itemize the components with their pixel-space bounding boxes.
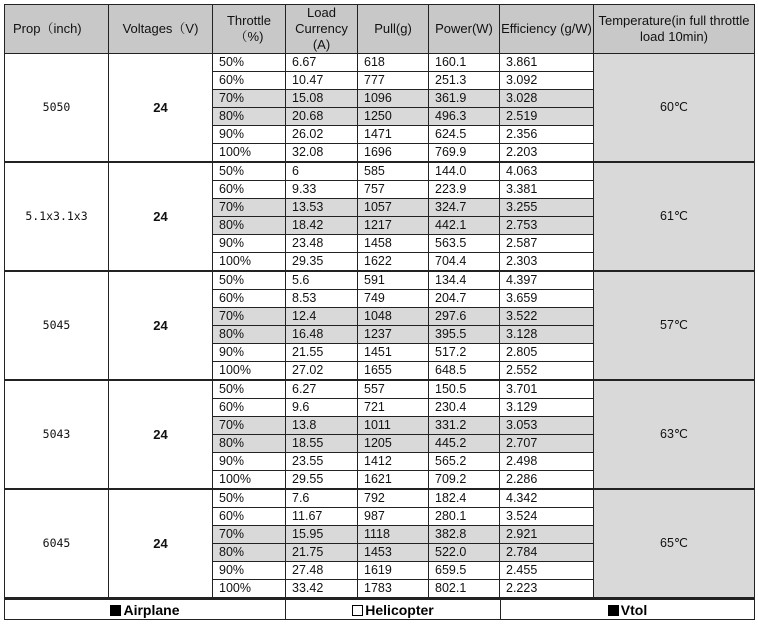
prop-cell: 5050 xyxy=(5,54,109,163)
temperature-cell: 60℃ xyxy=(594,54,755,163)
pull-cell: 1205 xyxy=(358,435,429,453)
throttle-cell: 80% xyxy=(213,326,286,344)
current-cell: 5.6 xyxy=(286,271,358,290)
efficiency-cell: 2.707 xyxy=(500,435,594,453)
current-cell: 15.08 xyxy=(286,90,358,108)
throttle-cell: 50% xyxy=(213,271,286,290)
pull-cell: 591 xyxy=(358,271,429,290)
efficiency-cell: 3.861 xyxy=(500,54,594,72)
pull-cell: 1451 xyxy=(358,344,429,362)
throttle-cell: 60% xyxy=(213,72,286,90)
throttle-cell: 100% xyxy=(213,253,286,272)
prop-cell: 6045 xyxy=(5,489,109,598)
power-cell: 204.7 xyxy=(429,290,500,308)
throttle-cell: 90% xyxy=(213,235,286,253)
filled-square-icon xyxy=(110,605,121,616)
legend-label: Helicopter xyxy=(365,601,434,618)
efficiency-cell: 3.129 xyxy=(500,399,594,417)
current-cell: 23.55 xyxy=(286,453,358,471)
temperature-cell: 57℃ xyxy=(594,271,755,380)
current-cell: 13.8 xyxy=(286,417,358,435)
table-body xyxy=(5,54,755,598)
current-cell: 20.68 xyxy=(286,108,358,126)
pull-cell: 792 xyxy=(358,489,429,508)
efficiency-cell: 3.255 xyxy=(500,199,594,217)
current-cell: 32.08 xyxy=(286,144,358,163)
current-cell: 11.67 xyxy=(286,508,358,526)
pull-cell: 1217 xyxy=(358,217,429,235)
throttle-cell: 90% xyxy=(213,453,286,471)
efficiency-cell: 2.303 xyxy=(500,253,594,272)
pull-cell: 1696 xyxy=(358,144,429,163)
pull-cell: 1621 xyxy=(358,471,429,490)
current-cell: 8.53 xyxy=(286,290,358,308)
efficiency-cell: 2.753 xyxy=(500,217,594,235)
pull-cell: 1057 xyxy=(358,199,429,217)
throttle-cell: 50% xyxy=(213,489,286,508)
power-cell: 160.1 xyxy=(429,54,500,72)
efficiency-cell: 3.028 xyxy=(500,90,594,108)
power-cell: 496.3 xyxy=(429,108,500,126)
motor-test-table xyxy=(4,4,755,598)
power-cell: 134.4 xyxy=(429,271,500,290)
efficiency-cell: 2.455 xyxy=(500,562,594,580)
current-cell: 15.95 xyxy=(286,526,358,544)
legend-label: Airplane xyxy=(123,601,180,618)
current-cell: 13.53 xyxy=(286,199,358,217)
power-cell: 331.2 xyxy=(429,417,500,435)
current-cell: 7.6 xyxy=(286,489,358,508)
voltage-cell: 24 xyxy=(109,271,213,380)
prop-cell: 5045 xyxy=(5,271,109,380)
header-efficiency: Efficiency (g/W) xyxy=(500,5,594,54)
throttle-cell: 100% xyxy=(213,471,286,490)
pull-cell: 757 xyxy=(358,181,429,199)
efficiency-cell: 3.092 xyxy=(500,72,594,90)
pull-cell: 1237 xyxy=(358,326,429,344)
pull-cell: 1118 xyxy=(358,526,429,544)
throttle-cell: 50% xyxy=(213,162,286,181)
legend-label: Vtol xyxy=(620,601,648,618)
header-row xyxy=(5,5,755,54)
throttle-cell: 80% xyxy=(213,217,286,235)
efficiency-cell: 2.805 xyxy=(500,344,594,362)
pull-cell: 1471 xyxy=(358,126,429,144)
current-cell: 9.33 xyxy=(286,181,358,199)
power-cell: 624.5 xyxy=(429,126,500,144)
power-cell: 802.1 xyxy=(429,580,500,598)
legend-bar xyxy=(4,598,755,620)
power-cell: 517.2 xyxy=(429,344,500,362)
throttle-cell: 80% xyxy=(213,108,286,126)
throttle-cell: 60% xyxy=(213,399,286,417)
efficiency-cell: 3.524 xyxy=(500,508,594,526)
efficiency-cell: 2.356 xyxy=(500,126,594,144)
throttle-cell: 80% xyxy=(213,544,286,562)
efficiency-cell: 4.342 xyxy=(500,489,594,508)
voltage-cell: 24 xyxy=(109,54,213,163)
power-cell: 150.5 xyxy=(429,380,500,399)
throttle-cell: 70% xyxy=(213,199,286,217)
current-cell: 6.27 xyxy=(286,380,358,399)
power-cell: 659.5 xyxy=(429,562,500,580)
power-cell: 395.5 xyxy=(429,326,500,344)
pull-cell: 749 xyxy=(358,290,429,308)
legend-row xyxy=(5,599,755,620)
temperature-cell: 65℃ xyxy=(594,489,755,598)
efficiency-cell: 3.659 xyxy=(500,290,594,308)
efficiency-cell: 3.381 xyxy=(500,181,594,199)
throttle-cell: 100% xyxy=(213,144,286,163)
table-row xyxy=(5,489,755,508)
efficiency-cell: 4.397 xyxy=(500,271,594,290)
efficiency-cell: 3.522 xyxy=(500,308,594,326)
voltage-cell: 24 xyxy=(109,489,213,598)
power-cell: 280.1 xyxy=(429,508,500,526)
throttle-cell: 80% xyxy=(213,435,286,453)
spec-sheet xyxy=(4,4,754,623)
header-current: Load Currency (A) xyxy=(286,5,358,54)
legend-item-vtol xyxy=(501,599,755,620)
throttle-cell: 100% xyxy=(213,362,286,381)
power-cell: 709.2 xyxy=(429,471,500,490)
efficiency-cell: 4.063 xyxy=(500,162,594,181)
pull-cell: 1783 xyxy=(358,580,429,598)
current-cell: 18.42 xyxy=(286,217,358,235)
efficiency-cell: 2.784 xyxy=(500,544,594,562)
pull-cell: 1619 xyxy=(358,562,429,580)
power-cell: 182.4 xyxy=(429,489,500,508)
efficiency-cell: 2.498 xyxy=(500,453,594,471)
current-cell: 27.02 xyxy=(286,362,358,381)
efficiency-cell: 3.128 xyxy=(500,326,594,344)
header-power: Power(W) xyxy=(429,5,500,54)
efficiency-cell: 2.587 xyxy=(500,235,594,253)
throttle-cell: 50% xyxy=(213,380,286,399)
prop-cell: 5043 xyxy=(5,380,109,489)
pull-cell: 987 xyxy=(358,508,429,526)
pull-cell: 777 xyxy=(358,72,429,90)
current-cell: 18.55 xyxy=(286,435,358,453)
efficiency-cell: 3.701 xyxy=(500,380,594,399)
current-cell: 26.02 xyxy=(286,126,358,144)
pull-cell: 1048 xyxy=(358,308,429,326)
efficiency-cell: 2.519 xyxy=(500,108,594,126)
current-cell: 9.6 xyxy=(286,399,358,417)
efficiency-cell: 2.552 xyxy=(500,362,594,381)
pull-cell: 1096 xyxy=(358,90,429,108)
power-cell: 324.7 xyxy=(429,199,500,217)
pull-cell: 1250 xyxy=(358,108,429,126)
efficiency-cell: 2.203 xyxy=(500,144,594,163)
pull-cell: 1412 xyxy=(358,453,429,471)
voltage-cell: 24 xyxy=(109,162,213,271)
pull-cell: 1622 xyxy=(358,253,429,272)
pull-cell: 1458 xyxy=(358,235,429,253)
power-cell: 565.2 xyxy=(429,453,500,471)
power-cell: 445.2 xyxy=(429,435,500,453)
prop-cell: 5.1x3.1x3 xyxy=(5,162,109,271)
table-row xyxy=(5,380,755,399)
throttle-cell: 70% xyxy=(213,90,286,108)
table-row xyxy=(5,54,755,72)
power-cell: 251.3 xyxy=(429,72,500,90)
efficiency-cell: 2.921 xyxy=(500,526,594,544)
current-cell: 21.75 xyxy=(286,544,358,562)
power-cell: 144.0 xyxy=(429,162,500,181)
throttle-cell: 50% xyxy=(213,54,286,72)
pull-cell: 1011 xyxy=(358,417,429,435)
power-cell: 442.1 xyxy=(429,217,500,235)
pull-cell: 557 xyxy=(358,380,429,399)
open-square-icon xyxy=(352,605,363,616)
efficiency-cell: 2.286 xyxy=(500,471,594,490)
power-cell: 704.4 xyxy=(429,253,500,272)
legend-item-helicopter xyxy=(286,599,501,620)
table-row xyxy=(5,271,755,290)
current-cell: 29.55 xyxy=(286,471,358,490)
header-temperature: Temperature(in full throttle load 10min) xyxy=(594,5,755,54)
pull-cell: 721 xyxy=(358,399,429,417)
throttle-cell: 60% xyxy=(213,508,286,526)
current-cell: 23.48 xyxy=(286,235,358,253)
power-cell: 563.5 xyxy=(429,235,500,253)
filled-square-icon xyxy=(608,605,619,616)
current-cell: 27.48 xyxy=(286,562,358,580)
current-cell: 16.48 xyxy=(286,326,358,344)
throttle-cell: 90% xyxy=(213,344,286,362)
header-prop: Prop（inch) xyxy=(5,5,109,54)
throttle-cell: 100% xyxy=(213,580,286,598)
power-cell: 522.0 xyxy=(429,544,500,562)
power-cell: 382.8 xyxy=(429,526,500,544)
current-cell: 10.47 xyxy=(286,72,358,90)
header-pull: Pull(g) xyxy=(358,5,429,54)
power-cell: 230.4 xyxy=(429,399,500,417)
voltage-cell: 24 xyxy=(109,380,213,489)
current-cell: 33.42 xyxy=(286,580,358,598)
pull-cell: 1453 xyxy=(358,544,429,562)
throttle-cell: 90% xyxy=(213,562,286,580)
efficiency-cell: 2.223 xyxy=(500,580,594,598)
power-cell: 297.6 xyxy=(429,308,500,326)
pull-cell: 585 xyxy=(358,162,429,181)
temperature-cell: 61℃ xyxy=(594,162,755,271)
current-cell: 29.35 xyxy=(286,253,358,272)
power-cell: 648.5 xyxy=(429,362,500,381)
throttle-cell: 70% xyxy=(213,417,286,435)
throttle-cell: 70% xyxy=(213,526,286,544)
current-cell: 6 xyxy=(286,162,358,181)
pull-cell: 1655 xyxy=(358,362,429,381)
legend-item-airplane xyxy=(5,599,286,620)
throttle-cell: 90% xyxy=(213,126,286,144)
throttle-cell: 60% xyxy=(213,181,286,199)
current-cell: 6.67 xyxy=(286,54,358,72)
header-throttle: Throttle（%) xyxy=(213,5,286,54)
efficiency-cell: 3.053 xyxy=(500,417,594,435)
temperature-cell: 63℃ xyxy=(594,380,755,489)
throttle-cell: 70% xyxy=(213,308,286,326)
power-cell: 769.9 xyxy=(429,144,500,163)
throttle-cell: 60% xyxy=(213,290,286,308)
current-cell: 21.55 xyxy=(286,344,358,362)
power-cell: 361.9 xyxy=(429,90,500,108)
current-cell: 12.4 xyxy=(286,308,358,326)
pull-cell: 618 xyxy=(358,54,429,72)
header-voltage: Voltages（V) xyxy=(109,5,213,54)
power-cell: 223.9 xyxy=(429,181,500,199)
table-row xyxy=(5,162,755,181)
